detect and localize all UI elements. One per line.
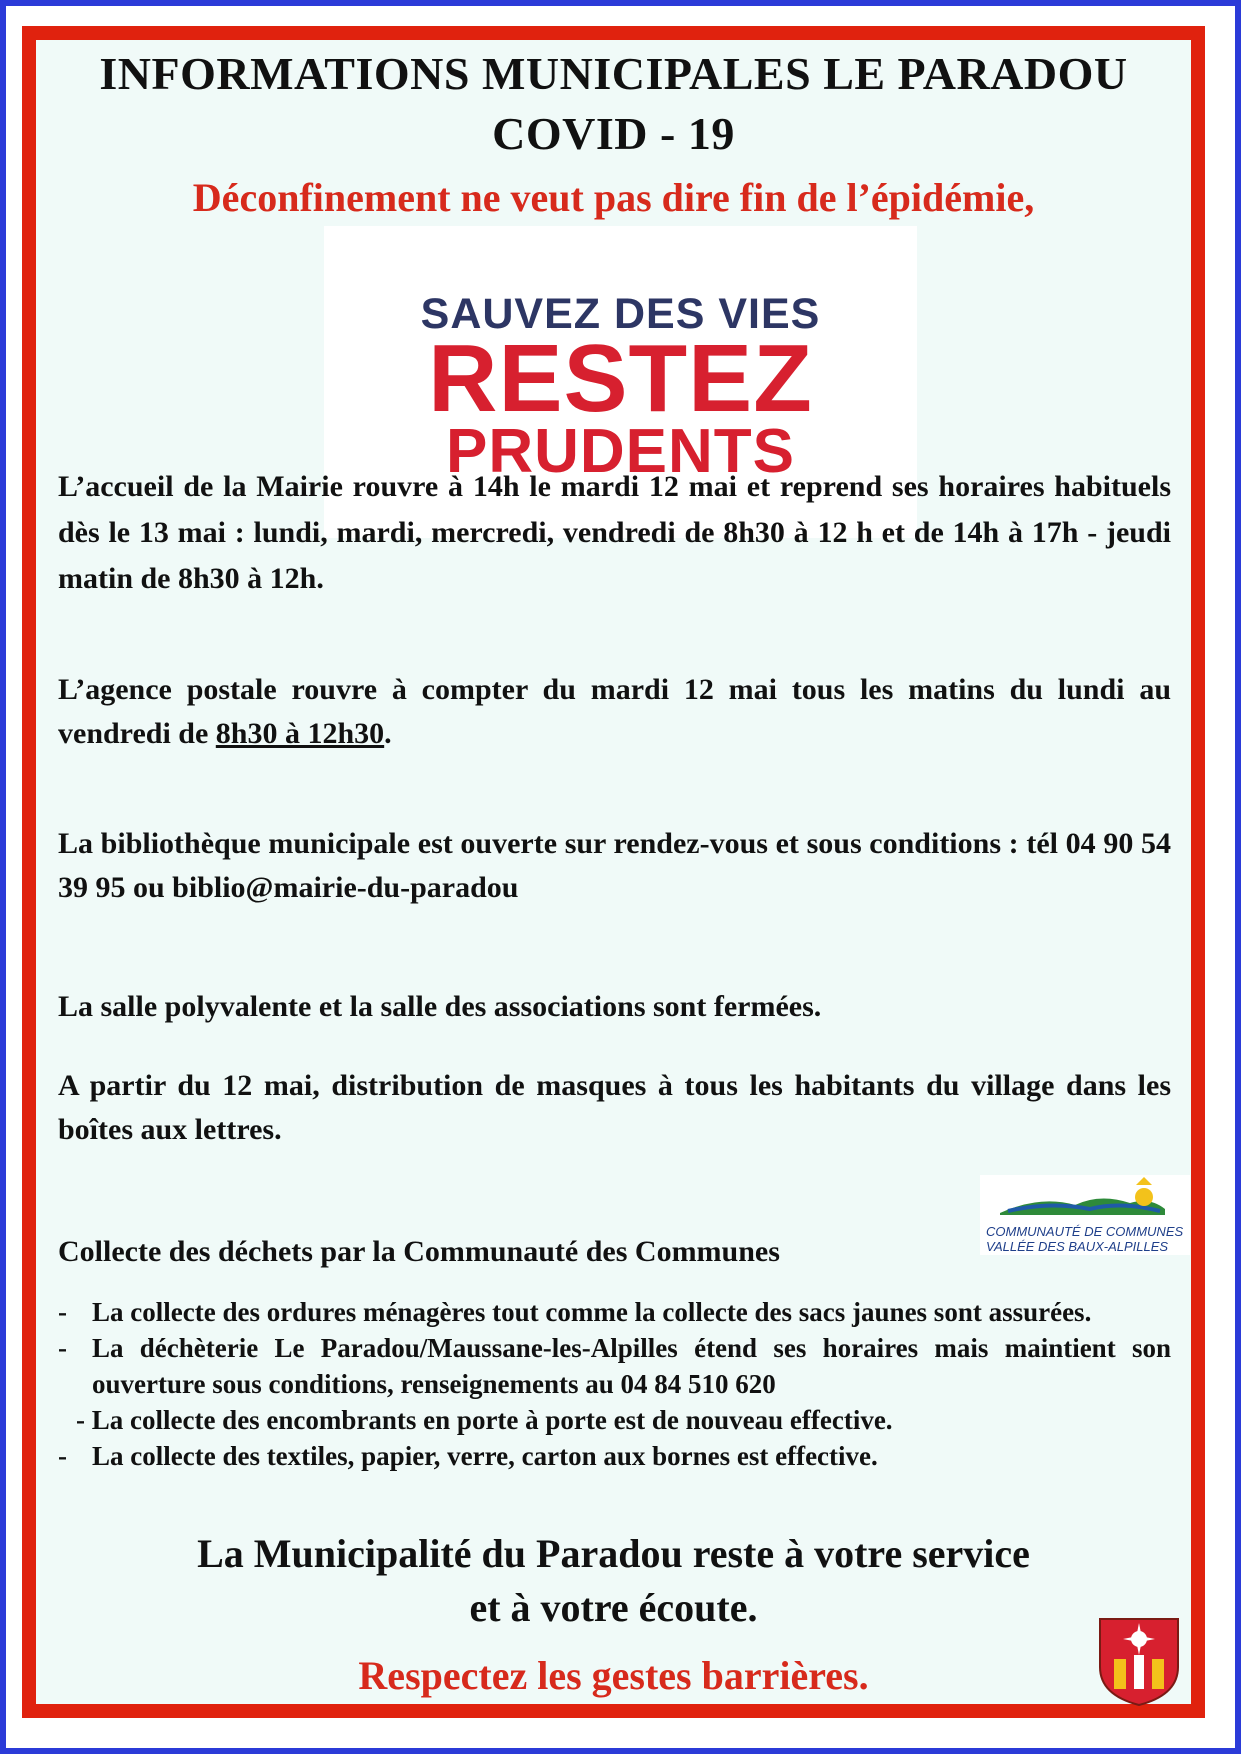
collecte-heading: Collecte des déchets par la Communauté des Communes [58, 1235, 780, 1268]
page-title: INFORMATIONS MUNICIPALES LE PARADOU [99, 48, 1128, 99]
list-item [58, 1330, 1171, 1402]
paradou-crest-icon [1096, 1615, 1182, 1707]
banner-line-sauvez: SAUVEZ DES VIES [420, 290, 821, 338]
logo-line2: VALLÉE DES BAUX-ALPILLES [986, 1239, 1169, 1254]
paragraph-bibliotheque: La bibliothèque municipale est ouverte sur rendez-vous et sous conditions : tél 04 90 54 39 95 ou biblio@mairie-du-paradou [58, 827, 1171, 904]
paragraph-poste [58, 668, 1171, 756]
list-item [58, 1402, 1171, 1438]
banner-line-prudents: PRUDENTS [445, 417, 796, 486]
paragraph-masques: A partir du 12 mai, distribution de masques à tous les habitants du village dans les boîtes aux lettres. [58, 1069, 1171, 1146]
collecte-list [58, 1294, 1171, 1474]
list-item-text: La collecte des ordures ménagères tout comme la collecte des sacs jaunes sont assurées. [92, 1297, 1092, 1327]
mountains-icon [980, 1175, 1190, 1225]
closing-line1: La Municipalité du Paradou reste à votre service [197, 1531, 1030, 1576]
notice-page [36, 40, 1191, 1704]
list-item-text: La collecte des textiles, papier, verre, carton aux bornes est effective. [92, 1441, 878, 1471]
communaute-logo [980, 1175, 1190, 1255]
gestes-barrieres: Respectez les gestes barrières. [358, 1653, 869, 1698]
list-item-text: La déchèterie Le Paradou/Maussane-les-Alpilles étend ses horaires mais maintient son ouverture sous conditions, renseignements au 04 84 510 620 [92, 1333, 1171, 1399]
list-dash: - [58, 1333, 67, 1363]
list-item [58, 1294, 1171, 1330]
list-item-text: - La collecte des encombrants en porte à porte est de nouveau effective. [76, 1405, 893, 1435]
list-item [58, 1438, 1171, 1474]
poste-end: . [384, 717, 392, 750]
banner-line-restez: RESTEZ [428, 325, 813, 432]
list-dash: - [58, 1441, 67, 1471]
list-dash: - [58, 1297, 67, 1327]
logo-line1: COMMUNAUTÉ DE COMMUNES [986, 1224, 1184, 1239]
page-title-covid: COVID - 19 [492, 108, 735, 159]
paragraph-salles: La salle polyvalente et la salle des associations sont fermées. [58, 990, 822, 1023]
paragraph-mairie: L’accueil de la Mairie rouvre à 14h le mardi 12 mai et reprend ses horaires habituels dès le 13 mai : lundi, mardi, mercredi, vendredi de 8h30 à 12 h et de 14h à 17h - jeudi matin de 8h30 à 12h. [58, 470, 1171, 595]
subtitle-deconfinement: Déconfinement ne veut pas dire fin de l’épidémie, [192, 175, 1035, 220]
closing-line2: et à votre écoute. [469, 1585, 758, 1630]
poste-hours: 8h30 à 12h30 [215, 717, 385, 750]
poste-text: L’agence postale rouvre à compter du mardi 12 mai tous les matins du lundi au vendredi de [58, 673, 1171, 750]
